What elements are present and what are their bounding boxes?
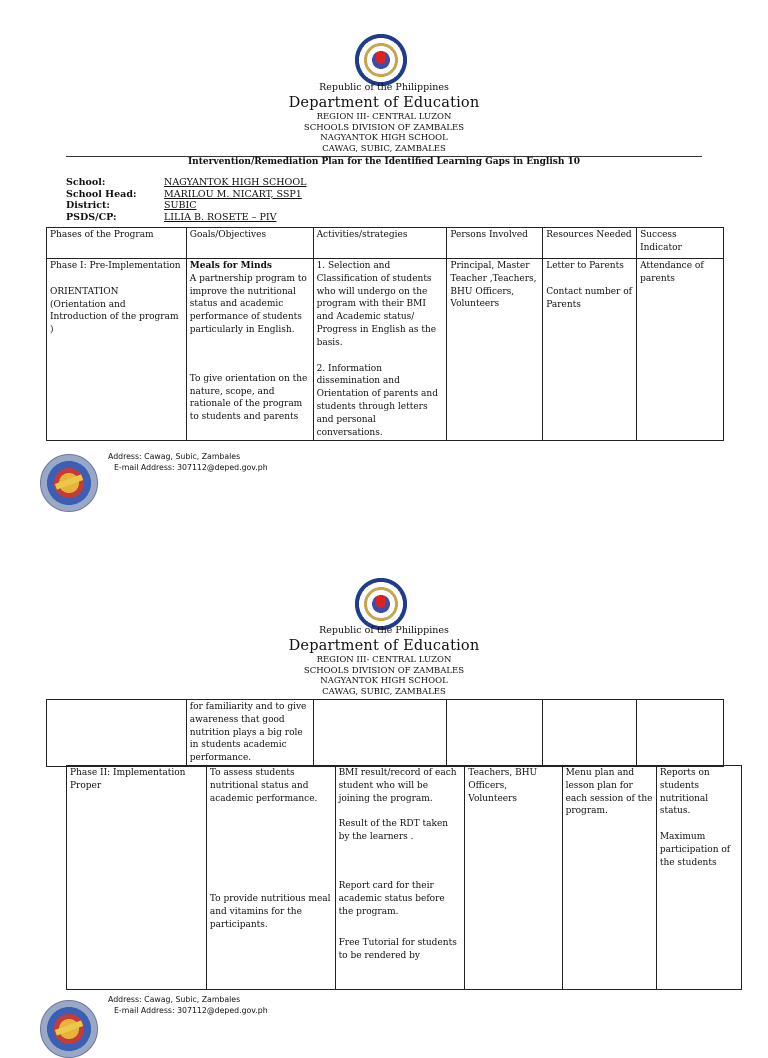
school-logo-icon-2 [40, 1000, 98, 1058]
region-label: REGION III- CENTRAL LUZON SCHOOLS DIVISION OF ZAMBALES NAGYANTOK HIGH SCHOOL CAWAG, SUBIC, ZAMBALES [303, 112, 465, 154]
indicator-cell: Attendance of parents [637, 259, 724, 441]
header-activities: Activities/strategies [313, 228, 447, 259]
school-info: School: NAGYANTOK HIGH SCHOOL School Head: MARILOU M. NICART, SSP1 District: SUBIC PSDS/CP: LILIA B. ROSETE – PIV [66, 177, 307, 223]
department-title-2: Department of Education [288, 638, 480, 654]
header-resources: Resources Needed [543, 228, 637, 259]
department-title: Department of Education [288, 95, 480, 111]
plan-title: Intervention/Remediation Plan for the Identified Learning Gaps in English 10 [187, 157, 581, 167]
footer-address-2: Address: Cawag, Subic, Zambales E-mail Address: 307112@deped.gov.ph [108, 995, 268, 1015]
deped-seal-icon [355, 34, 407, 86]
plan-table-page1 [46, 227, 724, 441]
empty-cell [637, 700, 724, 767]
continuation-table [46, 699, 724, 767]
republic-label: Republic of the Philippines [319, 82, 449, 93]
plan-table-page2 [66, 765, 742, 990]
footer-address: Address: Cawag, Subic, Zambales E-mail Address: 307112@deped.gov.ph [108, 452, 268, 472]
header-persons: Persons Involved [447, 228, 543, 259]
activity-cell: BMI result/record of each student who will be joining the program. Result of the RDT taken by the learners . Report card for their academic status before the program. Free Tutorial for students to be rendered by [335, 766, 465, 990]
region-label-2: REGION III- CENTRAL LUZON SCHOOLS DIVISION OF ZAMBALES NAGYANTOK HIGH SCHOOL CAWAG, SUBIC, ZAMBALES [303, 655, 465, 697]
goal-continuation-cell: for familiarity and to give awareness that good nutrition plays a big role in students academic performance. [186, 700, 313, 767]
phase-cell: Phase I: Pre-Implementation ORIENTATION (Orientation and Introduction of the program ) [47, 259, 187, 441]
table-row [47, 259, 724, 441]
empty-cell [313, 700, 447, 767]
header-phases: Phases of the Program [47, 228, 187, 259]
phase-cell: Phase II: Implementation Proper [67, 766, 207, 990]
indicator-cell: Reports on students nutritional status. Maximum participation of the students [656, 766, 741, 990]
resources-cell: Menu plan and lesson plan for each session of the program. [562, 766, 656, 990]
school-logo-icon [40, 454, 98, 512]
table-row [67, 766, 742, 990]
empty-cell [543, 700, 637, 767]
table-header-row [47, 228, 724, 259]
empty-cell [47, 700, 187, 767]
persons-cell: Teachers, BHU Officers, Volunteers [465, 766, 562, 990]
republic-label-2: Republic of the Philippines [319, 625, 449, 636]
header-goals: Goals/Objectives [186, 228, 313, 259]
resources-cell: Letter to Parents Contact number of Parents [543, 259, 637, 441]
deped-seal-icon-2 [355, 578, 407, 630]
header-indicator: Success Indicator [637, 228, 724, 259]
table-row [47, 700, 724, 767]
persons-cell: Principal, Master Teacher ,Teachers, BHU Officers, Volunteers [447, 259, 543, 441]
goal-cell: Meals for Minds A partnership program to improve the nutritional status and academic performance of students particularly in English. To give orientation on the nature, scope, and rationale of the program to students and parents [186, 259, 313, 441]
goal-cell: To assess students nutritional status and academic performance. To provide nutritious meal and vitamins for the participants. [206, 766, 335, 990]
empty-cell [447, 700, 543, 767]
activity-cell: 1. Selection and Classification of students who will undergo on the program with their BMI and Academic status/ Progress in English as the basis. 2. Information dissemination and Orientation of parents and students through letters and personal conversations. [313, 259, 447, 441]
